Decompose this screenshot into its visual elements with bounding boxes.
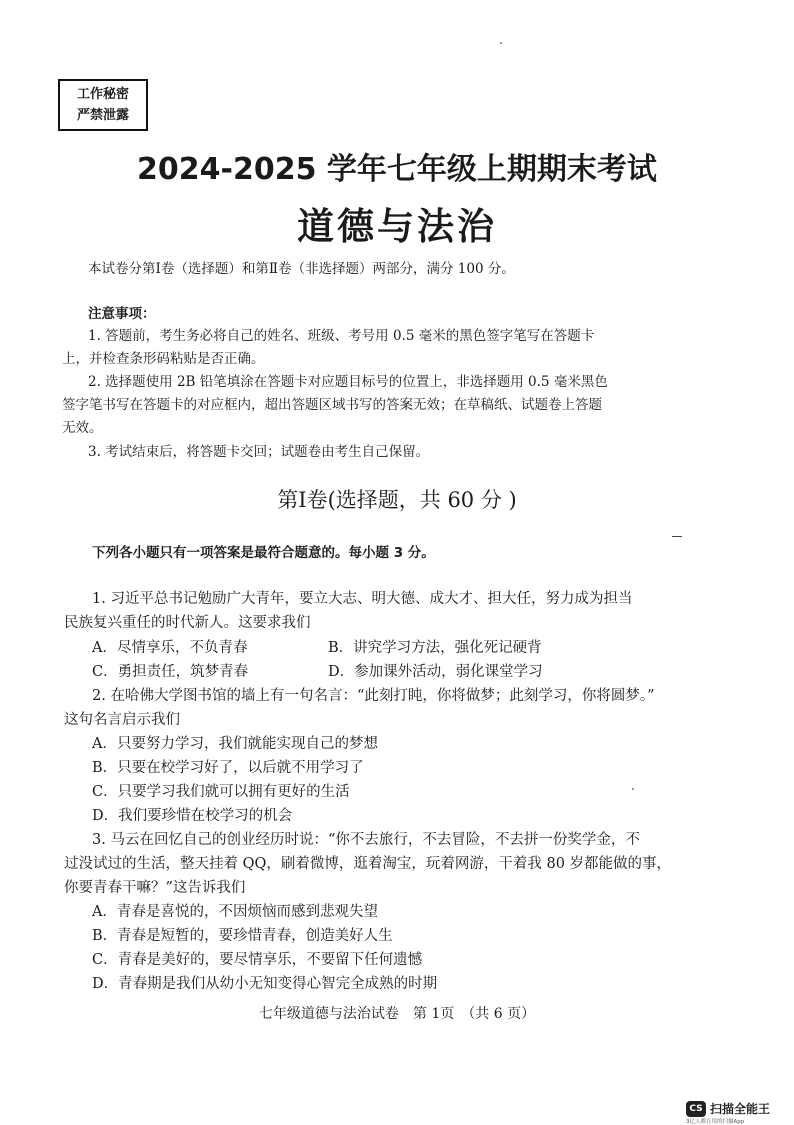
q3-option-d: D．青春期是我们从幼小无知变得心智完全成熟的时期 — [92, 976, 438, 992]
q1-option-a: A．尽情享乐，不负青春 — [92, 640, 248, 656]
q2-stem-line-1: 2. 在哈佛大学图书馆的墙上有一句名言：“此刻打盹，你将做梦；此刻学习，你将圆梦。” — [92, 688, 655, 704]
q3-option-c: C．青春是美好的，要尽情享乐，不要留下任何遗憾 — [92, 952, 423, 968]
q3-option-b: B．青春是短暂的，要珍惜青春，创造美好人生 — [92, 928, 393, 944]
q3-option-a: A．青春是喜悦的，不因烦恼而感到悲观失望 — [92, 904, 378, 920]
note-3: 3. 考试结束后，将答题卡交回；试题卷由考生自己保留。 — [88, 444, 430, 460]
scan-speck — [500, 42, 502, 44]
scanner-watermark — [686, 1100, 770, 1117]
q1-stem-line-1: 1. 习近平总书记勉励广大青年，要立大志、明大德、成大才、担大任，努力成为担当 — [92, 591, 633, 607]
q3-stem-line-2: 过没试过的生活，整天挂着 QQ，刷着微博，逛着淘宝，玩着网游，干着我 80 岁都能做的事， — [64, 856, 672, 872]
stamp-line-1: 工作秘密 — [76, 87, 129, 102]
q2-option-a: A．只要努力学习，我们就能实现自己的梦想 — [92, 736, 378, 752]
note-1-line-2: 上，并检查条形码粘贴是否正确。 — [62, 351, 265, 367]
confidential-stamp — [58, 79, 148, 131]
q1-stem-line-2: 民族复兴重任的时代新人。这要求我们 — [64, 615, 311, 631]
q2-option-c: C．只要学习我们就可以拥有更好的生活 — [92, 784, 350, 800]
section-title: 第Ⅰ卷(选择题，共 60 分 ) — [277, 488, 517, 512]
exam-title: 2024-2025 学年七年级上期期末考试 — [137, 152, 657, 187]
section-instruction: 下列各小题只有一项答案是最符合题意的。每小题 3 分。 — [92, 545, 435, 561]
camscanner-logo-icon: CS — [686, 1101, 706, 1117]
note-2-line-1: 2. 选择题使用 2B 铅笔填涂在答题卡对应题目标号的位置上，非选择题用 0.5 毫米黑色 — [88, 374, 608, 390]
scanner-name: 扫描全能王 — [710, 1102, 771, 1116]
intro-text: 本试卷分第Ⅰ卷（选择题）和第Ⅱ卷（非选择题）两部分，满分 100 分。 — [88, 261, 515, 277]
q3-stem-line-3: 你要青春干嘛？”这告诉我们 — [64, 880, 246, 896]
q1-option-d: D．参加课外活动，弱化课堂学习 — [328, 664, 543, 680]
stamp-line-2: 严禁泄露 — [76, 108, 129, 123]
note-2-line-2: 签字笔书写在答题卡的对应框内，超出答题区域书写的答案无效；在草稿纸、试题卷上答题 — [62, 397, 602, 413]
q2-stem-line-2: 这句名言启示我们 — [64, 712, 180, 728]
q1-option-b: B．讲究学习方法，强化死记硬背 — [328, 640, 542, 656]
note-2-line-3: 无效。 — [62, 420, 103, 436]
note-1-line-1: 1. 答题前，考生务必将自己的姓名、班级、考号用 0.5 毫米的黑色签字笔写在答题卡 — [88, 328, 595, 344]
q3-stem-line-1: 3. 马云在回忆自己的创业经历时说：“你不去旅行，不去冒险，不去拼一份奖学金，不 — [92, 832, 640, 848]
notes-heading: 注意事项： — [88, 306, 156, 322]
scan-speck — [632, 788, 634, 790]
q2-option-d: D．我们要珍惜在校学习的机会 — [92, 808, 293, 824]
page-footer: 七年级道德与法治试卷 第 1页 （共 6 页） — [258, 1006, 536, 1022]
q1-option-c: C．勇担责任，筑梦青春 — [92, 664, 249, 680]
subject-title: 道德与法治 — [297, 205, 497, 248]
scan-mark — [672, 536, 682, 537]
scanner-tagline: 3亿人都在用的扫描App — [686, 1119, 745, 1125]
q2-option-b: B．只要在校学习好了，以后就不用学习了 — [92, 760, 364, 776]
